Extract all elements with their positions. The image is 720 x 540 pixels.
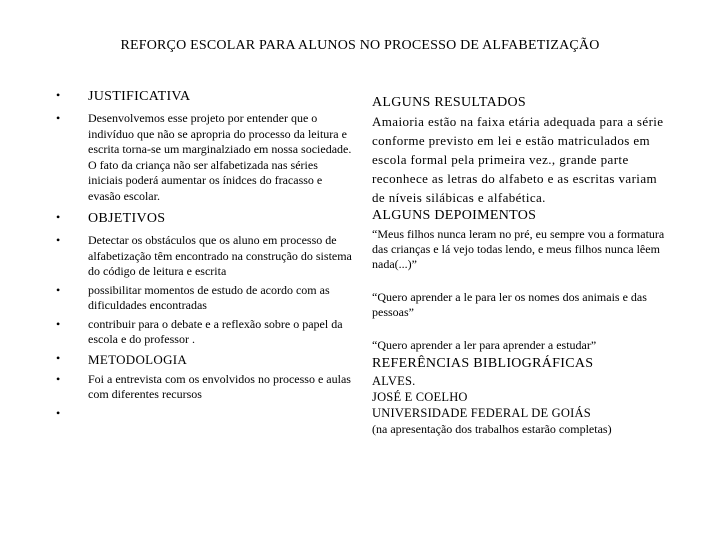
metodologia-text-item (56, 372, 352, 403)
justificativa-text: Desenvolvemos esse projeto por entender que o indivíduo que não se apropria do processo da leitura e escrita torna-se um marginalziado em nossa sociedade. O fato da criança não ser alfabetizada nas séries iniciais poderá aumentar os ínidces do fracasso e evasão escolar. (88, 111, 352, 203)
referencia-line: ALVES. (372, 374, 416, 388)
left-column (56, 88, 352, 422)
objetivos-heading: OBJETIVOS (88, 211, 166, 226)
objetivo-text: possibilitar momentos de estudo de acordo com as dificuldades encontradas (88, 282, 330, 312)
metodologia-heading: METODOLOGIA (88, 351, 188, 367)
referencia-line: UNIVERSIDADE FEDERAL DE GOIÁS (372, 406, 591, 420)
resultados-text: Amaioria estão na faixa etária adequada para a série conforme previsto em lei e estão matriculados em escola formal pela primeira vez., grande parte reconhece as letras do alfabeto e as escritas variam de níveis silábicas e alfabética. (372, 114, 664, 205)
objetivo-item (56, 317, 352, 348)
bullet-icon: • (56, 233, 61, 247)
objetivo-text: contribuir para o debate e a reflexão sobre o papel da escola e do professor . (88, 316, 343, 346)
resultados-heading: ALGUNS RESULTADOS (372, 95, 526, 110)
justificativa-heading: JUSTIFICATIVA (88, 89, 191, 104)
bullet-icon: • (56, 371, 61, 386)
referencia-line: JOSÉ E COELHO (372, 390, 468, 404)
bullet-icon: • (56, 88, 61, 102)
bullet-icon: • (56, 210, 61, 224)
depoimento-quote: “Quero aprender a ler para aprender a estudar” (372, 338, 597, 352)
referencias-heading: REFERÊNCIAS BIBLIOGRÁFICAS (372, 356, 594, 371)
bullet-icon: • (56, 350, 61, 365)
referencia-line: (na apresentação dos trabalhos estarão completas) (372, 422, 612, 436)
metodologia-text: Foi a entrevista com os envolvidos no processo e aulas com diferentes recursos (88, 371, 351, 401)
metodologia-heading-item (56, 351, 352, 369)
depoimento-quote: “Quero aprender a le para ler os nomes dos animais e das pessoas” (372, 290, 647, 319)
bullet-icon: • (56, 405, 61, 420)
page-title: REFORÇO ESCOLAR PARA ALUNOS NO PROCESSO DE ALFABETIZAÇÃO (120, 38, 600, 53)
objetivo-item (56, 283, 352, 314)
depoimentos-heading: ALGUNS DEPOIMENTOS (372, 208, 537, 223)
justificativa-text-item (56, 111, 352, 204)
bullet-icon: • (56, 282, 61, 297)
objetivo-text: Detectar os obstáculos que os aluno em processo de alfabetização têm encontrado na construção do sistema do código de leitura e escrita (88, 233, 352, 278)
bullet-icon: • (56, 316, 61, 331)
bullet-icon: • (56, 111, 61, 125)
objetivo-item (56, 233, 352, 280)
right-column (372, 94, 672, 437)
empty-bullet-item (56, 406, 352, 422)
depoimento-quote: “Meus filhos nunca leram no pré, eu sempre vou a formatura das crianças e lá vejo todas lendo, e meus filhos nunca lêem nada(...)” (372, 227, 665, 271)
justificativa-heading-item (56, 88, 352, 106)
objetivos-heading-item (56, 210, 352, 228)
